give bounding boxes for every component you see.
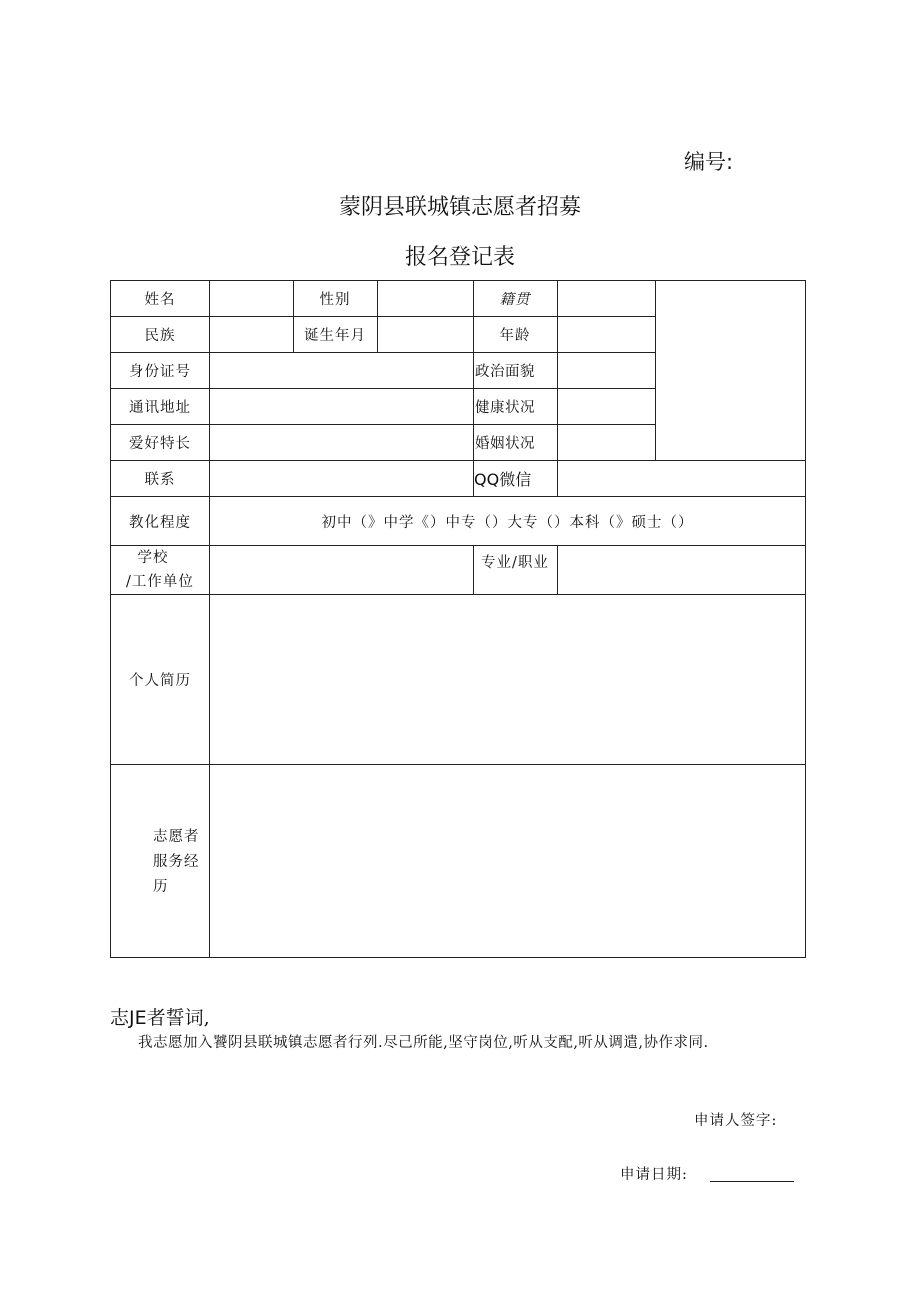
school-workplace-label: 学校 /工作单位: [126, 550, 194, 590]
hobbies-label: 爱好特长: [129, 436, 191, 452]
age-label: 年龄: [499, 328, 531, 344]
marital-status-input[interactable]: [558, 425, 655, 460]
education-options[interactable]: 初中（》中学《）中专（）大专（）本科（》硕士（）: [321, 514, 694, 531]
ethnicity-label: 民族: [144, 328, 176, 344]
native-place-input[interactable]: [558, 281, 655, 316]
signature-label: 申请人签字:: [694, 1113, 778, 1129]
contact-label: 联系: [144, 472, 176, 488]
form-title: 蒙阴县联城镇志愿者招募: [338, 195, 581, 220]
health-status-label: 健康状况: [475, 400, 535, 416]
application-date-label: 申请日期:: [620, 1167, 688, 1183]
qq-wechat-label: QQ微信: [474, 470, 532, 489]
application-date-field[interactable]: [710, 1181, 794, 1182]
name-input[interactable]: [210, 281, 293, 316]
native-place-label: 籍贯: [499, 292, 531, 308]
volunteer-experience-input[interactable]: [210, 765, 805, 958]
health-status-input[interactable]: [558, 389, 655, 424]
hobbies-input[interactable]: [210, 425, 473, 460]
school-workplace-input[interactable]: [210, 546, 473, 594]
marital-status-label: 婚姻状况: [475, 436, 535, 452]
political-status-label: 政治面貌: [475, 364, 535, 380]
birth-date-label: 诞生年月: [304, 328, 366, 344]
major-occupation-input[interactable]: [558, 546, 805, 594]
photo-area[interactable]: [656, 281, 805, 460]
gender-input[interactable]: [378, 281, 473, 316]
ethnicity-input[interactable]: [210, 317, 293, 352]
address-label: 通讯地址: [129, 400, 191, 416]
registration-form-table: [110, 280, 806, 958]
political-status-input[interactable]: [558, 353, 655, 388]
id-number-label: 身份证号: [129, 364, 191, 380]
id-number-input[interactable]: [210, 353, 473, 388]
qq-wechat-input[interactable]: [558, 461, 805, 496]
volunteer-experience-label: 志愿者 服务经 历: [153, 829, 200, 895]
address-input[interactable]: [210, 389, 473, 424]
education-label: 教化程度: [129, 514, 191, 531]
age-input[interactable]: [558, 317, 655, 352]
name-label: 姓名: [144, 292, 176, 308]
contact-input[interactable]: [210, 461, 473, 496]
serial-number-label: 编号:: [684, 150, 734, 174]
resume-label: 个人简历: [129, 673, 191, 689]
major-occupation-label: 专业/职业: [481, 554, 549, 571]
pledge-heading: 志JE者誓词,: [110, 1007, 210, 1029]
form-subtitle: 报名登记表: [404, 245, 515, 270]
birth-date-input[interactable]: [378, 317, 473, 352]
pledge-text: 我志愿加入饕阴县联城镇志愿者行列.尽己所能,坚守岗位,听从支配,听从调遣,协作求同.: [138, 1035, 709, 1051]
resume-input[interactable]: [210, 595, 805, 764]
gender-label: 性别: [319, 292, 351, 308]
